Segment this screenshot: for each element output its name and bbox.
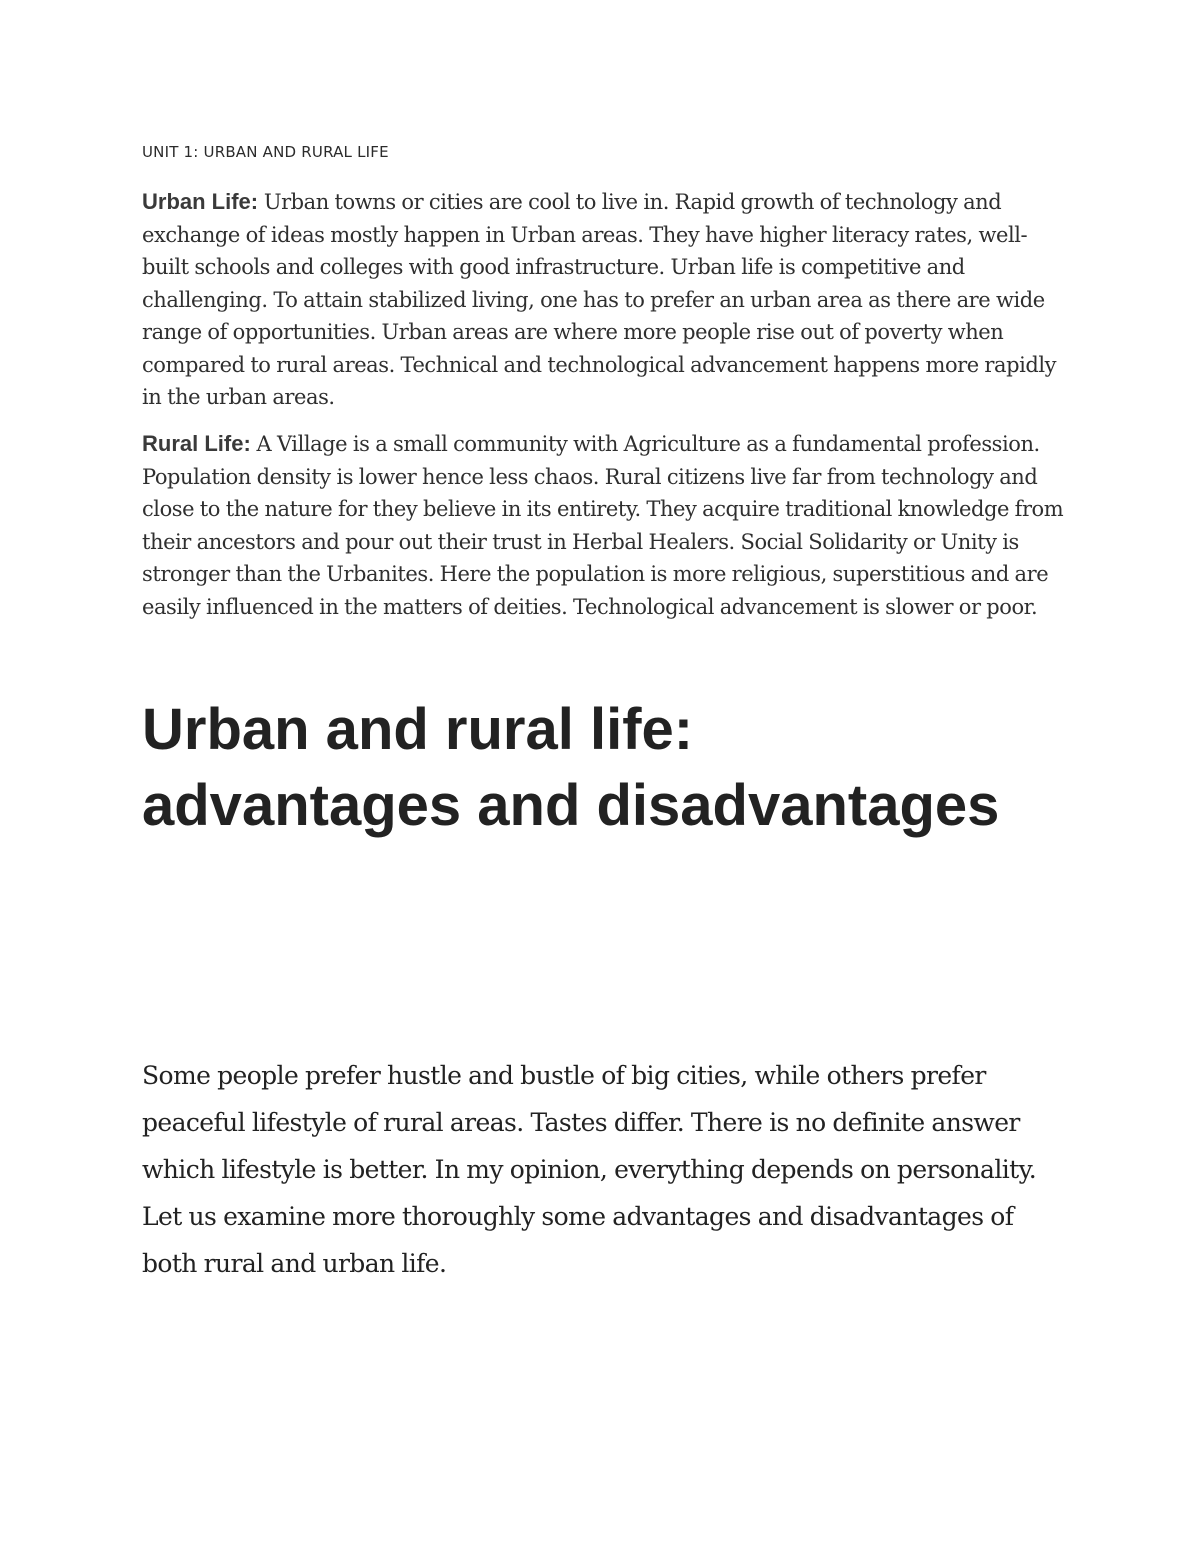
page-title	[142, 692, 1142, 844]
unit-heading: UNIT 1: URBAN AND RURAL LIFE	[142, 143, 389, 161]
title-line-2: advantages and disadvantages	[142, 773, 1000, 838]
rural-life-paragraph	[142, 428, 1072, 623]
title-line-1: Urban and rural life:	[142, 697, 694, 762]
urban-life-paragraph	[142, 186, 1072, 414]
urban-life-text: Urban towns or cities are cool to live in. Rapid growth of technology and exchange of ideas mostly happen in Urban areas. They have higher literacy rates, well-built schools and colleges with good infrastructure. Urban life is competitive and challenging. To attain stabilized living, one has to prefer an urban area as there are wide range of opportunities. Urban areas are where more people rise out of poverty when compared to rural areas. Technical and technological advancement happens more rapidly in the urban areas.	[142, 190, 1057, 409]
rural-life-text: A Village is a small community with Agriculture as a fundamental profession. Population density is lower hence less chaos. Rural citizens live far from technology and close to the nature for they believe in its entirety. They acquire traditional knowledge from their ancestors and pour out their trust in Herbal Healers. Social Solidarity or Unity is stronger than the Urbanites. Here the population is more religious, superstitious and are easily influenced in the matters of deities. Technological advancement is slower or poor.	[142, 432, 1064, 619]
rural-life-term: Rural Life:	[142, 431, 251, 456]
urban-life-term: Urban Life:	[142, 189, 259, 214]
intro-paragraph: Some people prefer hustle and bustle of big cities, while others prefer peaceful lifestyle of rural areas. Tastes differ. There is no definite answer which lifestyle is better. In my opinion, everything depends on personality. Let us examine more thoroughly some advantages and disadvantages of both rural and urban life.	[142, 1061, 1037, 1278]
